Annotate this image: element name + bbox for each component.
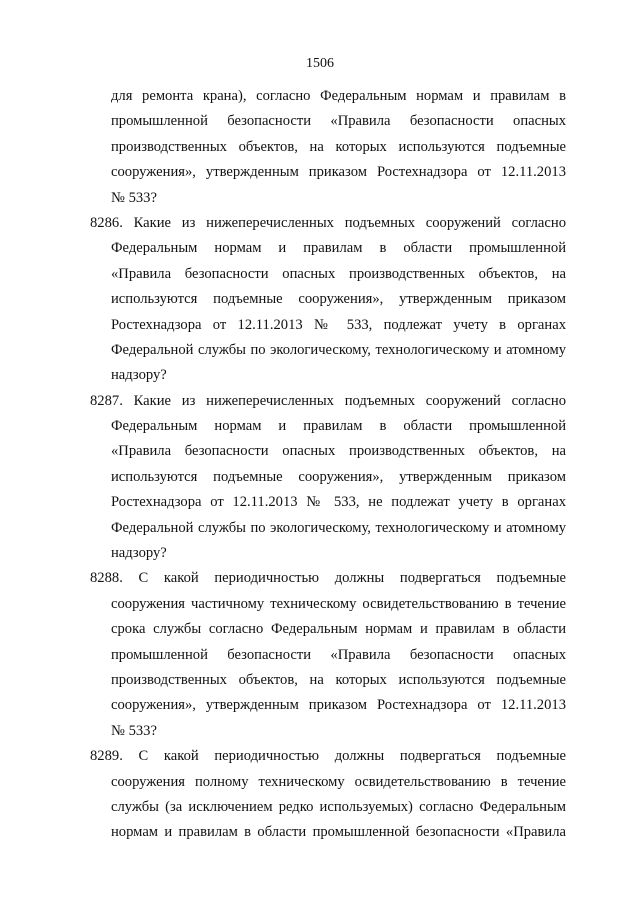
text-line: производственных объектов, на которых используются подъемные: [111, 138, 566, 155]
page-number: 1506: [306, 56, 334, 71]
question-text: Какие из нижеперечисленных подъемных сооружений согласно: [133, 214, 566, 231]
question-8288: [90, 566, 566, 744]
question-8289: [90, 744, 566, 846]
text-line: сооружения полному техническому освидетельствованию в течение: [111, 773, 566, 790]
text-line: производственных объектов, на которых используются подъемные: [111, 671, 566, 688]
question-first-line: [90, 744, 566, 769]
text-line: для ремонта крана), согласно Федеральным нормам и правилам в: [111, 88, 566, 104]
text-line: используются подъемные сооружения», утвержденным приказом: [111, 468, 566, 485]
text-line: Ростехнадзора от 12.11.2013 № 533, не подлежат учету в органах: [111, 494, 566, 511]
question-text: С какой периодичностью должны подвергаться подъемные: [138, 748, 566, 765]
question-text: Какие из нижеперечисленных подъемных сооружений согласно: [133, 392, 566, 409]
text-line: Федеральным нормам и правилам в области промышленной: [111, 240, 566, 257]
question-first-line: [90, 211, 566, 236]
text-line: № 533?: [111, 722, 157, 739]
question-number: 8288.: [90, 570, 123, 587]
question-first-line: [90, 566, 566, 591]
question-first-line: [90, 389, 566, 414]
document-body: [90, 84, 566, 846]
text-line: службы (за исключением редко используемых) согласно Федеральным: [111, 798, 566, 815]
text-line: промышленной безопасности «Правила безопасности опасных: [111, 646, 566, 663]
text-line: Федеральной службы по экологическому, технологическому и атомному: [111, 341, 566, 358]
text-line: надзору?: [111, 545, 167, 562]
text-line: «Правила безопасности опасных производственных объектов, на: [111, 443, 566, 460]
text-line: используются подъемные сооружения», утвержденным приказом: [111, 291, 566, 308]
text-line: Ростехнадзора от 12.11.2013 № 533, подлежат учету в органах: [111, 316, 566, 333]
text-line: № 533?: [111, 189, 157, 206]
question-8287: [90, 389, 566, 567]
text-line: Федеральным нормам и правилам в области промышленной: [111, 418, 566, 435]
text-line: нормам и правилам в области промышленной безопасности «Правила: [111, 824, 566, 841]
question-8286: [90, 211, 566, 389]
continuation-paragraph: [90, 84, 566, 211]
text-line: надзору?: [111, 367, 167, 384]
text-line: Федеральной службы по экологическому, технологическому и атомному: [111, 519, 566, 536]
text-line: срока службы согласно Федеральным нормам и правилам в области: [111, 621, 566, 638]
text-line: промышленной безопасности «Правила безопасности опасных: [111, 113, 566, 130]
question-text: С какой периодичностью должны подвергаться подъемные: [138, 570, 566, 587]
text-line: сооружения частичному техническому освидетельствованию в течение: [111, 595, 566, 612]
text-line: «Правила безопасности опасных производственных объектов, на: [111, 265, 566, 282]
text-line: сооружения», утвержденным приказом Ростехнадзора от 12.11.2013: [111, 164, 566, 181]
text-line: сооружения», утвержденным приказом Ростехнадзора от 12.11.2013: [111, 697, 566, 714]
question-number: 8286.: [90, 214, 123, 231]
question-number: 8289.: [90, 748, 123, 765]
question-number: 8287.: [90, 392, 123, 409]
